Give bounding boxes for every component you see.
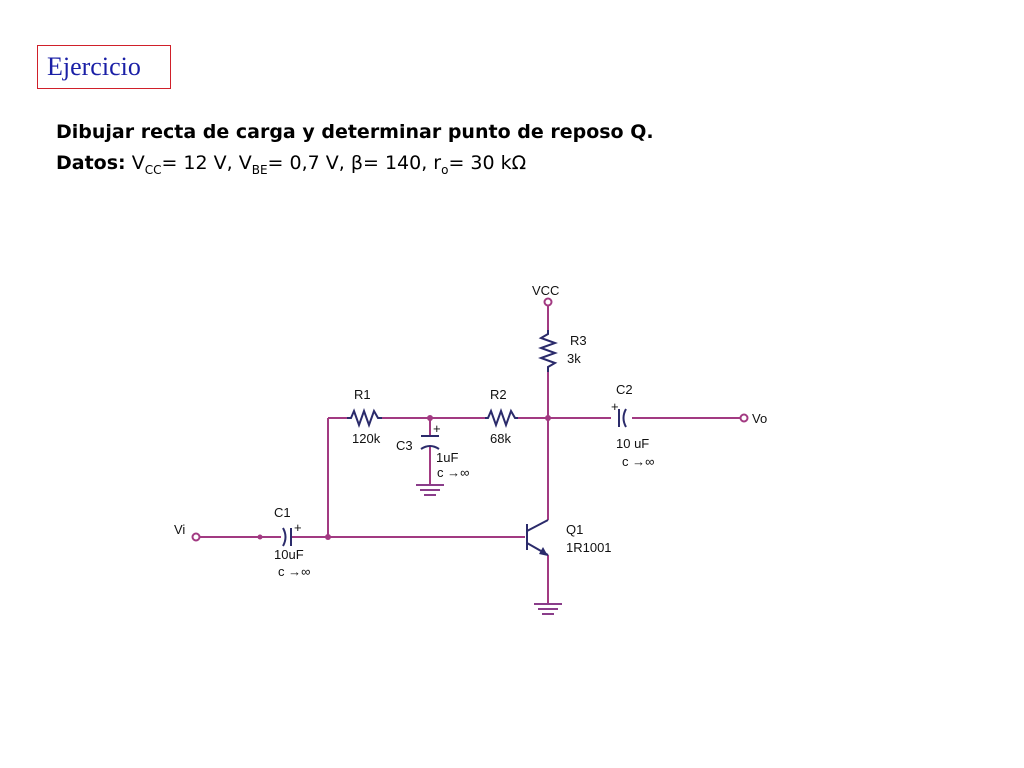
vo-label: Vo [752,411,768,426]
vi-label: Vi [174,522,186,537]
vi-terminal [193,534,200,541]
vbe-symbol: V [238,152,252,174]
r1-value: 120k [352,431,381,446]
r3-value: 3k [567,351,581,366]
vo-terminal [741,415,748,422]
c2-name: C2 [616,382,633,397]
vcc-subscript: CC [144,162,162,177]
c3-note: c →∞ [437,465,470,480]
q1-name: Q1 [566,522,584,537]
r1-resistor [347,411,382,425]
ro-value: = 30 kΩ [448,152,527,174]
ro-symbol: r [433,152,442,174]
q1-transistor [527,520,548,556]
r1-name: R1 [354,387,371,402]
slide-title: Ejercicio [37,45,171,89]
vcc-terminal [545,299,552,306]
c1-plus-sign: + [294,520,302,535]
c1-name: C1 [274,505,291,520]
c3-name: C3 [396,438,413,453]
beta-symbol: β [350,152,363,174]
beta-value: = 140, [362,152,434,174]
c1-note: c →∞ [278,564,311,579]
emitter-ground-icon [534,604,562,614]
datos-label: Datos: [56,152,126,174]
vbe-value: = 0,7 V, [267,152,351,174]
c3-plus-sign: + [433,421,441,436]
c2-capacitor [619,409,626,427]
c1-capacitor [283,528,291,546]
c2-plus-sign: + [611,399,619,414]
r2-value: 68k [490,431,511,446]
c2-note: c →∞ [622,454,655,469]
vbe-subscript: BE [251,162,268,177]
c3-value: 1uF [436,450,459,465]
r2-name: R2 [490,387,507,402]
ro-subscript: o [441,162,449,177]
q1-model: 1R1001 [566,540,612,555]
r3-resistor [541,330,555,372]
c1-value: 10uF [274,547,304,562]
vcc-label: VCC [532,283,560,298]
r2-resistor [485,411,518,425]
problem-statement: Dibujar recta de carga y determinar punto de reposo Q. [56,121,654,143]
r3-name: R3 [570,333,587,348]
vcc-symbol: V [131,152,145,174]
c2-value: 10 uF [616,436,650,451]
vcc-value: = 12 V, [161,152,239,174]
c3-ground-icon [416,485,444,495]
